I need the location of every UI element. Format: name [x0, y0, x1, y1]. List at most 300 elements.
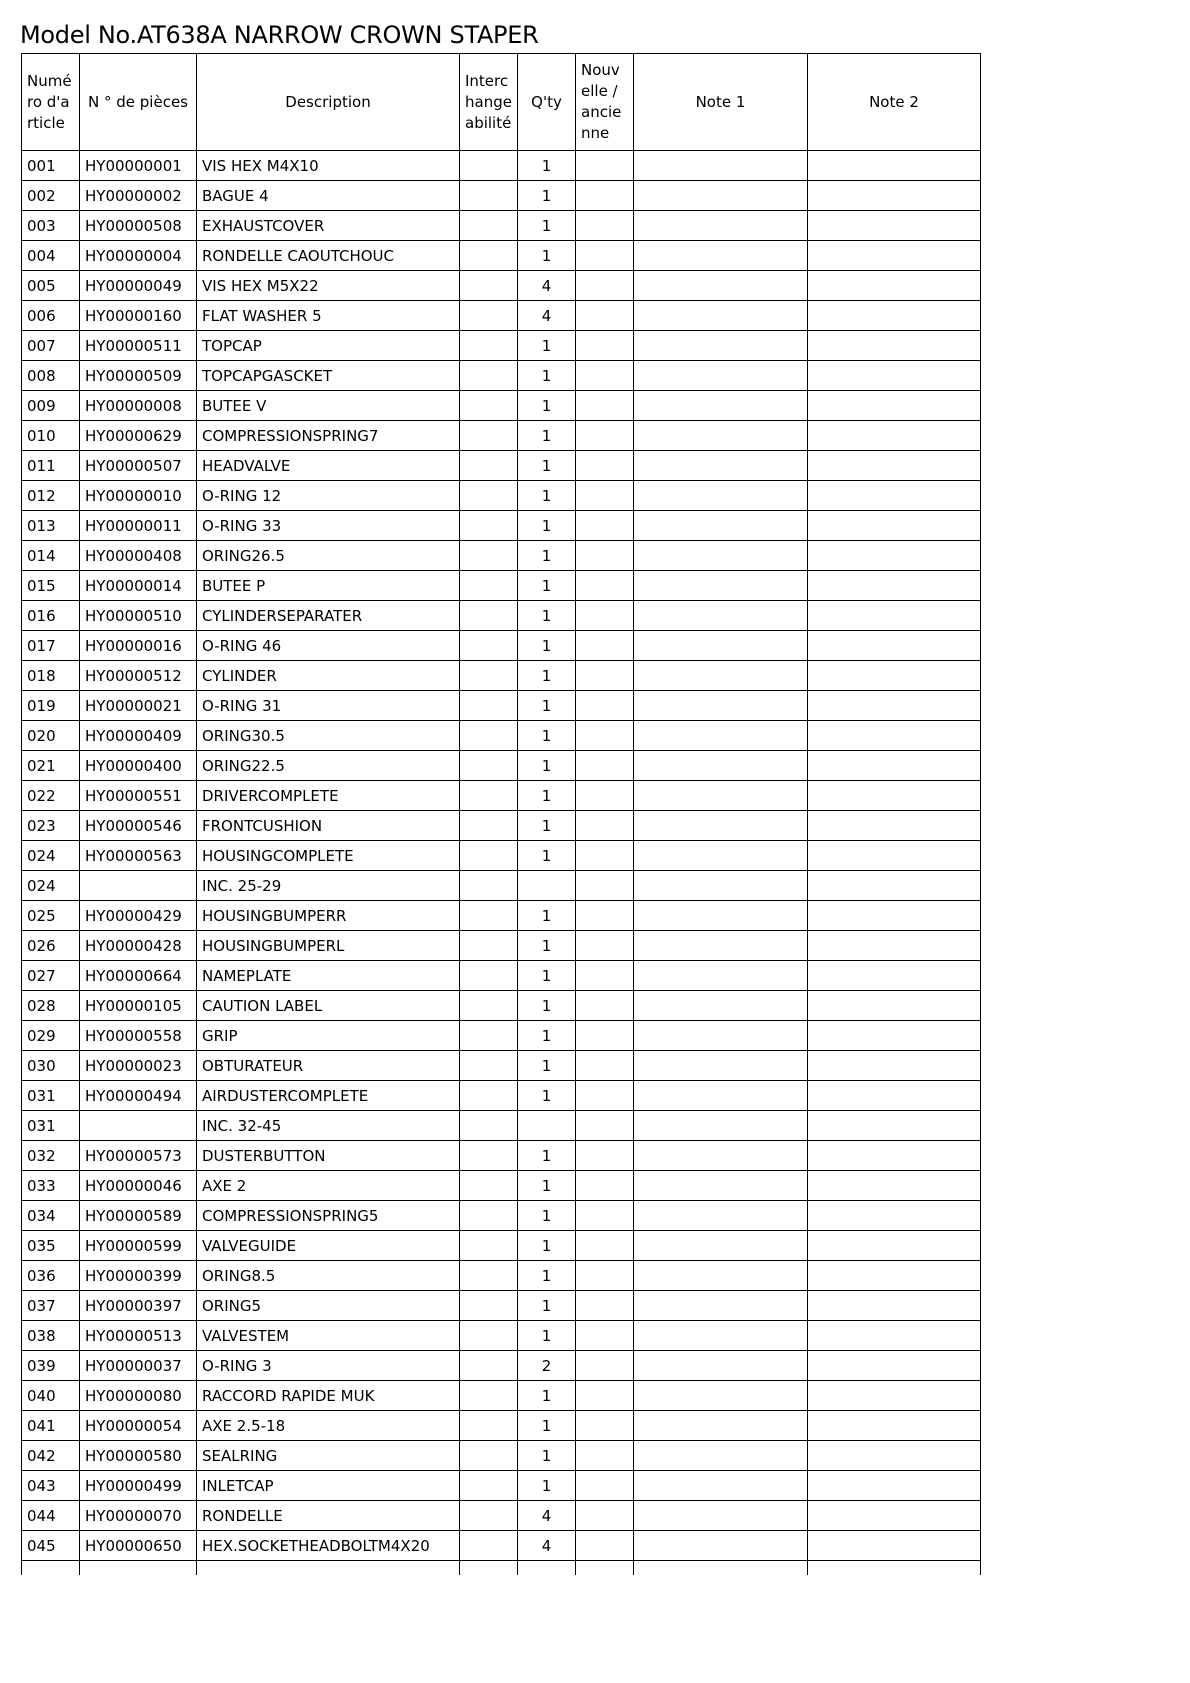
cell-part-no: HY00000511	[80, 331, 197, 361]
cell-item-no: 040	[22, 1381, 80, 1411]
cell-description: HOUSINGCOMPLETE	[197, 841, 460, 871]
cell-item-no: 001	[22, 151, 80, 181]
cell-description: VALVEGUIDE	[197, 1231, 460, 1261]
cell-note2	[808, 151, 981, 181]
cell-item-no: 009	[22, 391, 80, 421]
cell-part-no: HY00000001	[80, 151, 197, 181]
cell-description: HEADVALVE	[197, 451, 460, 481]
cell-part-no: HY00000629	[80, 421, 197, 451]
cell-new-old	[576, 841, 634, 871]
cell-item-no: 023	[22, 811, 80, 841]
cell-part-no: HY00000429	[80, 901, 197, 931]
cell-qty: 1	[518, 571, 576, 601]
cell-new-old	[576, 1471, 634, 1501]
cell-part-no: HY00000508	[80, 211, 197, 241]
cell-interchangeability	[460, 601, 518, 631]
cell-part-no: HY00000546	[80, 811, 197, 841]
cell-part-no: HY00000494	[80, 1081, 197, 1111]
cell-note2	[808, 961, 981, 991]
table-row	[22, 271, 981, 301]
cell-interchangeability	[460, 751, 518, 781]
cell-part-no: HY00000070	[80, 1501, 197, 1531]
cell-note1	[634, 661, 808, 691]
cell-part-no: HY00000397	[80, 1291, 197, 1321]
cell-note2	[808, 241, 981, 271]
cell-interchangeability	[460, 811, 518, 841]
cell-interchangeability	[460, 1411, 518, 1441]
cell-interchangeability	[460, 571, 518, 601]
cell-item-no: 041	[22, 1411, 80, 1441]
table-row	[22, 601, 981, 631]
cell-interchangeability	[460, 331, 518, 361]
cell-note2	[808, 991, 981, 1021]
cell-qty: 1	[518, 841, 576, 871]
table-row	[22, 961, 981, 991]
cell-interchangeability	[460, 841, 518, 871]
cell-item-no: 021	[22, 751, 80, 781]
table-row	[22, 301, 981, 331]
cell-description: COMPRESSIONSPRING5	[197, 1201, 460, 1231]
cell-new-old	[576, 1051, 634, 1081]
cell-qty: 2	[518, 1351, 576, 1381]
cell-part-no: HY00000021	[80, 691, 197, 721]
cell-note1	[634, 871, 808, 901]
cell-note1	[634, 1231, 808, 1261]
table-row	[22, 1471, 981, 1501]
cell-description: INC. 25-29	[197, 871, 460, 901]
cell-interchangeability	[460, 451, 518, 481]
cell-new-old	[576, 241, 634, 271]
cell-note2	[808, 601, 981, 631]
table-row	[22, 1351, 981, 1381]
cell-note1	[634, 241, 808, 271]
cell-note1	[634, 781, 808, 811]
cell-interchangeability	[460, 1021, 518, 1051]
cell-interchangeability	[460, 1441, 518, 1471]
cell-qty: 1	[518, 1441, 576, 1471]
cell-description: RONDELLE	[197, 1501, 460, 1531]
cell-note1	[634, 1501, 808, 1531]
cell-new-old	[576, 1021, 634, 1051]
cell-interchangeability	[460, 1201, 518, 1231]
cell-note1	[634, 181, 808, 211]
table-row	[22, 901, 981, 931]
cell-note2	[808, 1201, 981, 1231]
cell-part-no: HY00000599	[80, 1231, 197, 1261]
cell-new-old	[576, 781, 634, 811]
cell-note1	[634, 391, 808, 421]
table-row	[22, 481, 981, 511]
cell-description: CYLINDERSEPARATER	[197, 601, 460, 631]
cell-item-no: 016	[22, 601, 80, 631]
cell-qty: 1	[518, 241, 576, 271]
cell-new-old	[576, 1501, 634, 1531]
cell-note1	[634, 751, 808, 781]
table-row	[22, 451, 981, 481]
cell-item-no: 011	[22, 451, 80, 481]
table-row	[22, 151, 981, 181]
cell-item-no: 004	[22, 241, 80, 271]
cell-new-old	[576, 871, 634, 901]
cell-note2	[808, 1441, 981, 1471]
cell-note2	[808, 901, 981, 931]
cell-qty: 4	[518, 1501, 576, 1531]
cell-note1	[634, 331, 808, 361]
cell-qty: 1	[518, 1231, 576, 1261]
cell-note2	[808, 541, 981, 571]
cell-new-old	[576, 541, 634, 571]
cell-part-no: HY00000580	[80, 1441, 197, 1471]
table-row	[22, 1021, 981, 1051]
cell-note1	[634, 211, 808, 241]
table-row	[22, 331, 981, 361]
cell-item-no: 029	[22, 1021, 80, 1051]
cell-item-no: 035	[22, 1231, 80, 1261]
table-row	[22, 631, 981, 661]
cell-description: VIS HEX M5X22	[197, 271, 460, 301]
cell-description: O-RING 3	[197, 1351, 460, 1381]
cell-note1	[634, 1171, 808, 1201]
cell-qty: 1	[518, 421, 576, 451]
table-row	[22, 991, 981, 1021]
cell-item-no: 026	[22, 931, 80, 961]
cell-description: RONDELLE CAOUTCHOUC	[197, 241, 460, 271]
cell-item-no: 044	[22, 1501, 80, 1531]
cell-new-old	[576, 151, 634, 181]
cell-qty: 1	[518, 511, 576, 541]
cell-qty: 1	[518, 1381, 576, 1411]
cell-qty: 1	[518, 1411, 576, 1441]
cell-qty: 1	[518, 181, 576, 211]
cell-new-old	[576, 391, 634, 421]
cell-interchangeability	[460, 541, 518, 571]
cell-note1	[634, 1081, 808, 1111]
cell-item-no: 007	[22, 331, 80, 361]
cell-part-no: HY00000399	[80, 1261, 197, 1291]
cell-description: O-RING 31	[197, 691, 460, 721]
cell-description: AIRDUSTERCOMPLETE	[197, 1081, 460, 1111]
cell-qty: 1	[518, 631, 576, 661]
cell-part-no: HY00000573	[80, 1141, 197, 1171]
cell-qty: 4	[518, 301, 576, 331]
cell-new-old	[576, 1081, 634, 1111]
cell-qty: 1	[518, 1141, 576, 1171]
cell-note2	[808, 331, 981, 361]
cell-note1	[634, 961, 808, 991]
cell-part-no: HY00000011	[80, 511, 197, 541]
cell-qty: 1	[518, 211, 576, 241]
cell-new-old	[576, 721, 634, 751]
cell-interchangeability	[460, 301, 518, 331]
cell-note2	[808, 1021, 981, 1051]
column-header-note1: Note 1	[634, 54, 808, 151]
cell-part-no: HY00000160	[80, 301, 197, 331]
cell-item-no: 031	[22, 1081, 80, 1111]
cell-new-old	[576, 811, 634, 841]
cell-item-no: 019	[22, 691, 80, 721]
cell-description: BAGUE 4	[197, 181, 460, 211]
cell-part-no: HY00000551	[80, 781, 197, 811]
cell-interchangeability	[460, 1291, 518, 1321]
cell-description: RACCORD RAPIDE MUK	[197, 1381, 460, 1411]
cell-note2	[808, 1261, 981, 1291]
cell-new-old	[576, 931, 634, 961]
cell-empty	[634, 1561, 808, 1576]
cell-note2	[808, 571, 981, 601]
cell-new-old	[576, 1321, 634, 1351]
table-row	[22, 1111, 981, 1141]
cell-description: ORING26.5	[197, 541, 460, 571]
table-row	[22, 1141, 981, 1171]
cell-qty: 1	[518, 901, 576, 931]
cell-interchangeability	[460, 421, 518, 451]
cell-item-no: 024	[22, 871, 80, 901]
cell-empty	[197, 1561, 460, 1576]
cell-item-no: 039	[22, 1351, 80, 1381]
cell-empty	[576, 1561, 634, 1576]
cell-part-no: HY00000016	[80, 631, 197, 661]
cell-new-old	[576, 1231, 634, 1261]
table-row	[22, 1441, 981, 1471]
table-row	[22, 1321, 981, 1351]
cell-item-no: 006	[22, 301, 80, 331]
cell-new-old	[576, 451, 634, 481]
cell-interchangeability	[460, 361, 518, 391]
cell-item-no: 024	[22, 841, 80, 871]
cell-description: SEALRING	[197, 1441, 460, 1471]
cell-part-no: HY00000507	[80, 451, 197, 481]
cell-note1	[634, 1351, 808, 1381]
cell-new-old	[576, 1171, 634, 1201]
cell-note1	[634, 601, 808, 631]
cell-qty: 1	[518, 541, 576, 571]
cell-new-old	[576, 331, 634, 361]
cell-note1	[634, 1471, 808, 1501]
table-row	[22, 1171, 981, 1201]
cell-interchangeability	[460, 901, 518, 931]
table-row	[22, 721, 981, 751]
cell-part-no	[80, 871, 197, 901]
cell-new-old	[576, 301, 634, 331]
table-row	[22, 691, 981, 721]
cell-qty: 1	[518, 1261, 576, 1291]
cell-description: NAMEPLATE	[197, 961, 460, 991]
cell-note2	[808, 691, 981, 721]
cell-qty	[518, 1111, 576, 1141]
cell-item-no: 013	[22, 511, 80, 541]
cell-interchangeability	[460, 151, 518, 181]
cell-empty	[80, 1561, 197, 1576]
cell-description: HEX.SOCKETHEADBOLTM4X20	[197, 1531, 460, 1561]
table-row	[22, 841, 981, 871]
cell-item-no: 003	[22, 211, 80, 241]
cell-qty	[518, 871, 576, 901]
table-row	[22, 181, 981, 211]
cell-item-no: 025	[22, 901, 80, 931]
cell-item-no: 014	[22, 541, 80, 571]
cell-note1	[634, 1411, 808, 1441]
cell-note2	[808, 361, 981, 391]
cell-note2	[808, 1081, 981, 1111]
cell-note1	[634, 271, 808, 301]
cell-item-no: 027	[22, 961, 80, 991]
column-header-qty: Q'ty	[518, 54, 576, 151]
cell-interchangeability	[460, 1471, 518, 1501]
cell-note2	[808, 871, 981, 901]
cell-qty: 1	[518, 601, 576, 631]
cell-qty: 1	[518, 1051, 576, 1081]
cell-new-old	[576, 1201, 634, 1231]
cell-interchangeability	[460, 961, 518, 991]
cell-part-no: HY00000054	[80, 1411, 197, 1441]
cell-item-no: 032	[22, 1141, 80, 1171]
table-row	[22, 1231, 981, 1261]
cell-qty: 1	[518, 1081, 576, 1111]
cell-note1	[634, 721, 808, 751]
cell-interchangeability	[460, 1231, 518, 1261]
cell-interchangeability	[460, 511, 518, 541]
cell-qty: 1	[518, 961, 576, 991]
cell-item-no: 042	[22, 1441, 80, 1471]
cell-interchangeability	[460, 391, 518, 421]
cell-qty: 1	[518, 931, 576, 961]
page-title: Model No.AT638A NARROW CROWN STAPER	[20, 21, 539, 49]
cell-note1	[634, 451, 808, 481]
table-row	[22, 1081, 981, 1111]
cell-note2	[808, 1351, 981, 1381]
table-row	[22, 811, 981, 841]
cell-interchangeability	[460, 1111, 518, 1141]
cell-interchangeability	[460, 181, 518, 211]
cell-note1	[634, 1291, 808, 1321]
table-row	[22, 1201, 981, 1231]
cell-item-no: 008	[22, 361, 80, 391]
cell-qty: 1	[518, 331, 576, 361]
cell-part-no: HY00000049	[80, 271, 197, 301]
cell-description: ORING8.5	[197, 1261, 460, 1291]
cell-qty: 1	[518, 391, 576, 421]
cell-note1	[634, 571, 808, 601]
cell-new-old	[576, 181, 634, 211]
cell-description: CYLINDER	[197, 661, 460, 691]
cell-interchangeability	[460, 1501, 518, 1531]
cell-note2	[808, 1141, 981, 1171]
cell-new-old	[576, 571, 634, 601]
table-row	[22, 241, 981, 271]
cell-item-no: 010	[22, 421, 80, 451]
cell-new-old	[576, 1291, 634, 1321]
cell-part-no: HY00000558	[80, 1021, 197, 1051]
table-row	[22, 1501, 981, 1531]
cell-new-old	[576, 421, 634, 451]
cell-description: AXE 2.5-18	[197, 1411, 460, 1441]
cell-new-old	[576, 1531, 634, 1561]
cell-part-no: HY00000010	[80, 481, 197, 511]
cell-description: BUTEE V	[197, 391, 460, 421]
cell-new-old	[576, 511, 634, 541]
cell-note2	[808, 781, 981, 811]
cell-note1	[634, 151, 808, 181]
cell-note1	[634, 691, 808, 721]
cell-new-old	[576, 1111, 634, 1141]
cell-description: TOPCAP	[197, 331, 460, 361]
cell-item-no: 018	[22, 661, 80, 691]
cell-description: CAUTION LABEL	[197, 991, 460, 1021]
cell-note2	[808, 181, 981, 211]
cell-note1	[634, 811, 808, 841]
cell-description: AXE 2	[197, 1171, 460, 1201]
cell-part-no: HY00000589	[80, 1201, 197, 1231]
cell-note1	[634, 991, 808, 1021]
table-header-row	[22, 54, 981, 151]
cell-new-old	[576, 961, 634, 991]
table-row	[22, 871, 981, 901]
cell-qty: 4	[518, 1531, 576, 1561]
cell-new-old	[576, 631, 634, 661]
cell-qty: 1	[518, 1021, 576, 1051]
cell-empty	[22, 1561, 80, 1576]
cell-item-no: 020	[22, 721, 80, 751]
cell-qty: 1	[518, 1291, 576, 1321]
column-header-interchangeability: Interchangeabilité	[460, 54, 518, 151]
table-row	[22, 751, 981, 781]
cell-qty: 1	[518, 1471, 576, 1501]
cell-new-old	[576, 211, 634, 241]
cell-part-no: HY00000563	[80, 841, 197, 871]
table-row	[22, 931, 981, 961]
cell-interchangeability	[460, 1351, 518, 1381]
cell-part-no: HY00000080	[80, 1381, 197, 1411]
cell-note2	[808, 451, 981, 481]
cell-description: INLETCAP	[197, 1471, 460, 1501]
cell-empty	[460, 1561, 518, 1576]
cell-new-old	[576, 1141, 634, 1171]
cell-note1	[634, 1381, 808, 1411]
cell-new-old	[576, 751, 634, 781]
cell-interchangeability	[460, 211, 518, 241]
cell-description: O-RING 46	[197, 631, 460, 661]
cell-part-no: HY00000105	[80, 991, 197, 1021]
cell-description: VIS HEX M4X10	[197, 151, 460, 181]
cell-description: ORING30.5	[197, 721, 460, 751]
cell-note1	[634, 301, 808, 331]
cell-item-no: 034	[22, 1201, 80, 1231]
table-row	[22, 1531, 981, 1561]
cell-item-no: 030	[22, 1051, 80, 1081]
cell-part-no: HY00000046	[80, 1171, 197, 1201]
cell-note1	[634, 931, 808, 961]
cell-item-no: 036	[22, 1261, 80, 1291]
cell-qty: 1	[518, 751, 576, 781]
cell-new-old	[576, 1381, 634, 1411]
cell-description: HOUSINGBUMPERL	[197, 931, 460, 961]
cell-interchangeability	[460, 691, 518, 721]
table-row	[22, 571, 981, 601]
table-row	[22, 1261, 981, 1291]
cell-interchangeability	[460, 1081, 518, 1111]
cell-interchangeability	[460, 781, 518, 811]
cell-description: FLAT WASHER 5	[197, 301, 460, 331]
table-row	[22, 1411, 981, 1441]
cell-note1	[634, 1531, 808, 1561]
cell-part-no: HY00000650	[80, 1531, 197, 1561]
cell-note2	[808, 271, 981, 301]
cell-note2	[808, 1501, 981, 1531]
cell-note2	[808, 1411, 981, 1441]
cell-description: ORING22.5	[197, 751, 460, 781]
cell-new-old	[576, 1441, 634, 1471]
cell-qty: 1	[518, 1201, 576, 1231]
